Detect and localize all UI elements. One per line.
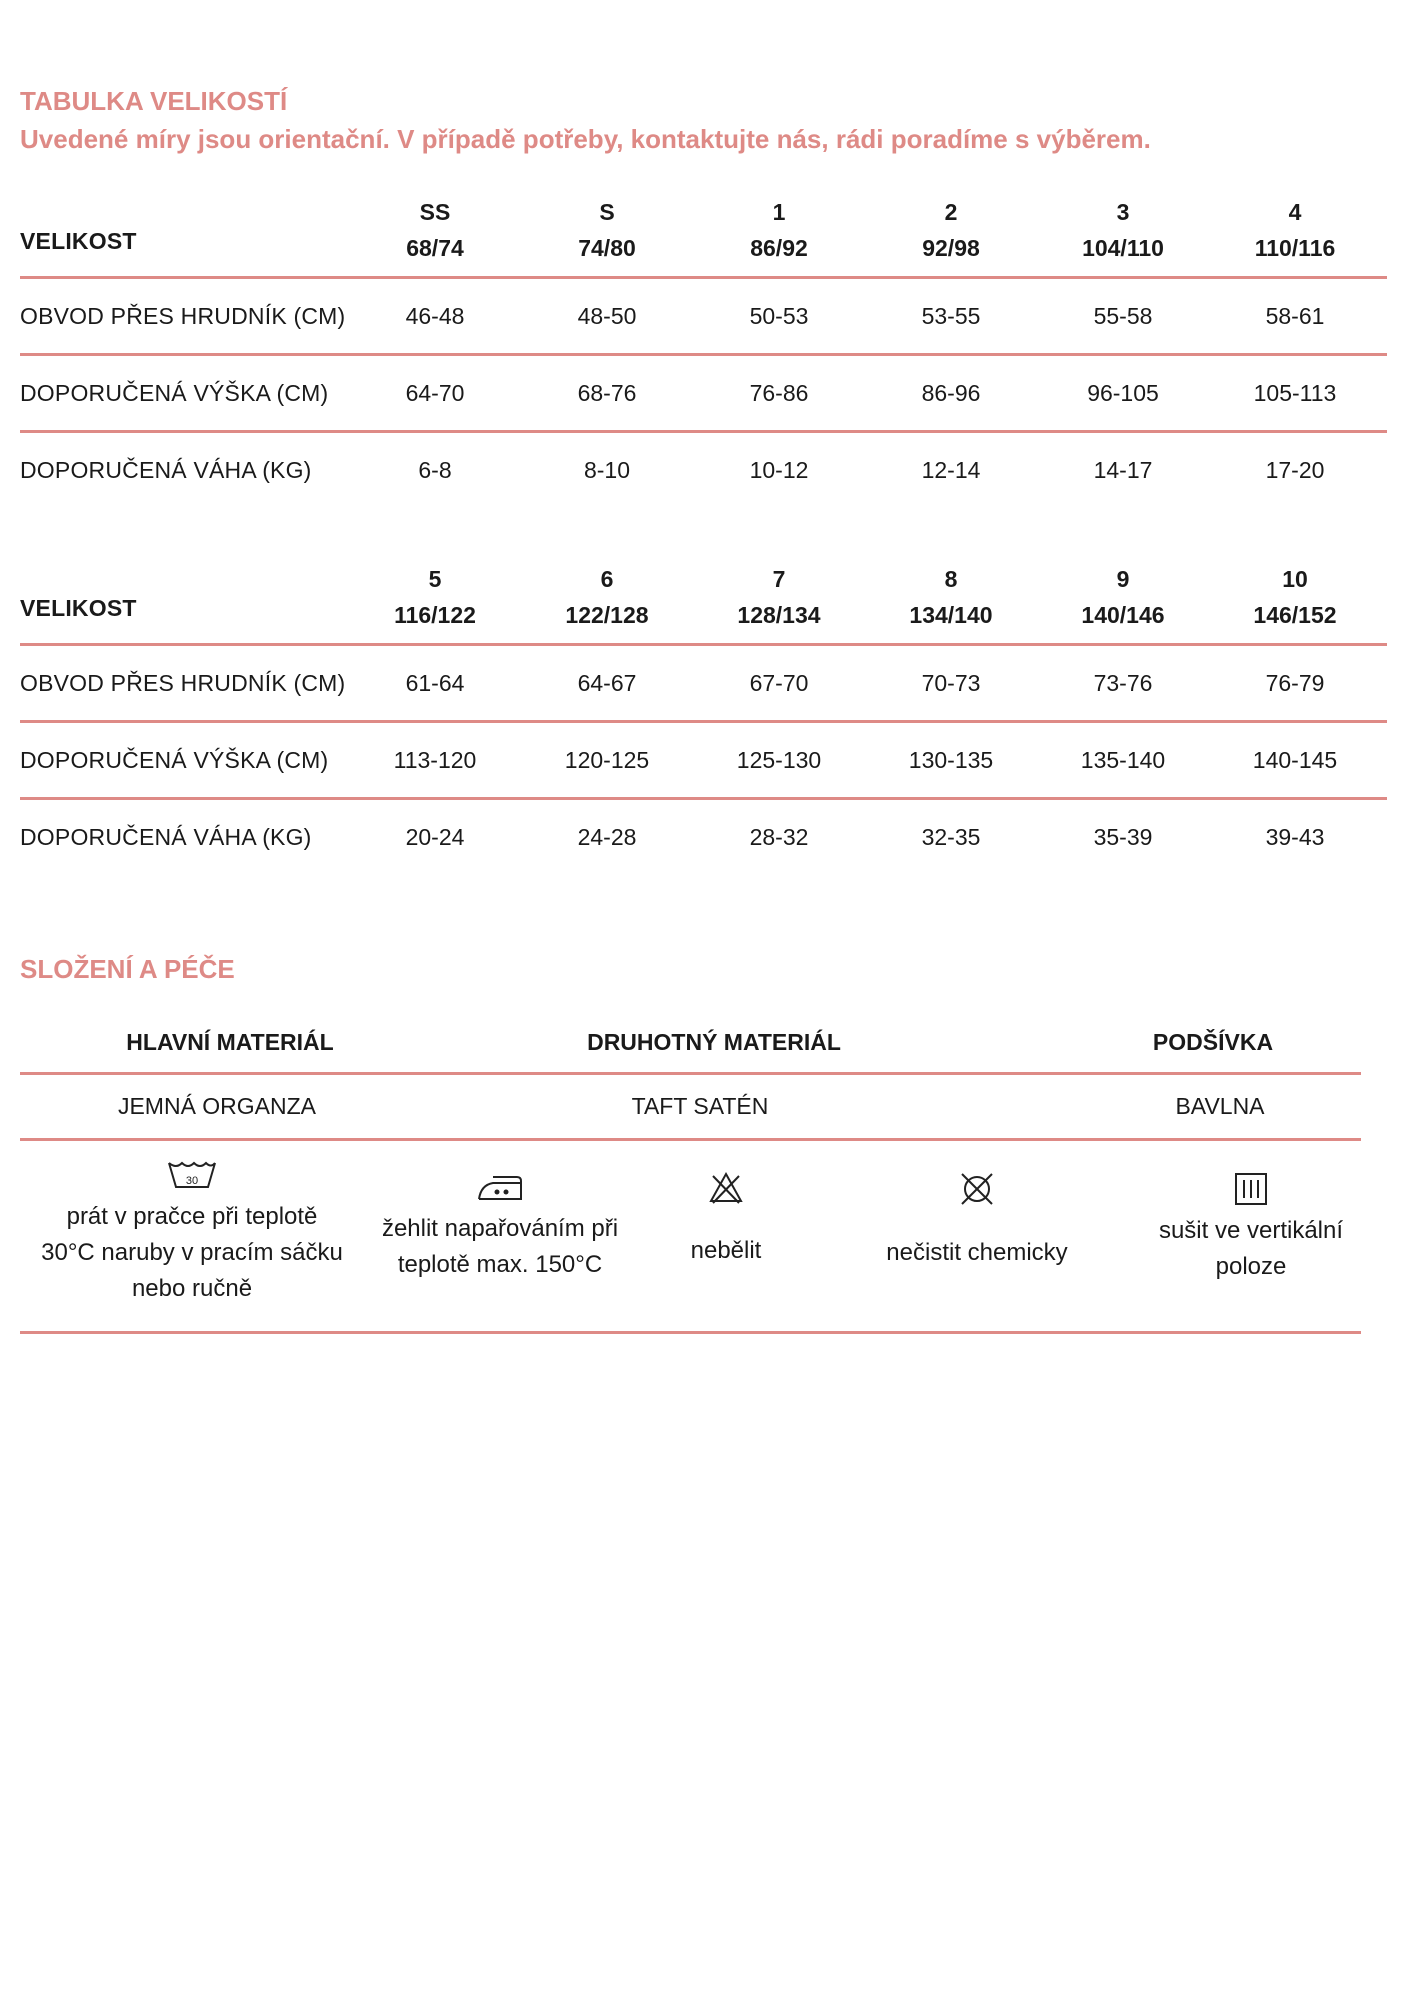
wash-temp-label: 30 xyxy=(185,1175,199,1187)
table-cell: 76-79 xyxy=(1265,669,1325,696)
secondary-material-value: TAFT SATÉN xyxy=(631,1093,769,1119)
size-name: 10 xyxy=(1282,566,1308,592)
size-name: 3 xyxy=(1116,199,1130,225)
table-cell: 50-53 xyxy=(749,302,809,329)
iron-two-dots-icon xyxy=(475,1171,525,1205)
table-cell: 76-86 xyxy=(749,379,809,406)
care-item-wash xyxy=(22,1157,362,1307)
care-text-wash-line-3: nebo ručně xyxy=(131,1275,253,1302)
table-cell: 48-50 xyxy=(577,302,637,329)
size-column-header xyxy=(865,561,1037,633)
table-cell: 67-70 xyxy=(749,669,809,696)
table-cell: 20-24 xyxy=(405,823,465,850)
care-item-dry xyxy=(1081,1171,1414,1285)
care-text-dry-line-1: sušit ve vertikální xyxy=(1158,1217,1344,1244)
materials-table xyxy=(20,1012,1361,1334)
dry-vertical-icon xyxy=(1233,1171,1269,1207)
care-text-iron-line-1: žehlit napařováním při xyxy=(381,1215,619,1242)
wash-30-icon xyxy=(166,1157,218,1193)
size-table-1 xyxy=(20,190,1387,507)
size-column-header xyxy=(1037,561,1209,633)
size-range: 146/152 xyxy=(1253,602,1337,628)
table-row xyxy=(20,433,1387,507)
size-column-header xyxy=(693,194,865,266)
size-name: 9 xyxy=(1116,566,1130,592)
table-cell: 140-145 xyxy=(1252,746,1338,773)
table-cell: 73-76 xyxy=(1093,669,1153,696)
size-name: SS xyxy=(419,199,451,225)
table-row xyxy=(20,723,1387,800)
size-range: 86/92 xyxy=(750,235,808,261)
size-header-row xyxy=(20,557,1387,646)
size-range: 134/140 xyxy=(909,602,993,628)
row-label: DOPORUČENÁ VÝŠKA (CM) xyxy=(20,379,329,406)
size-column-header xyxy=(521,194,693,266)
care-text-wash-line-1: prát v pračce při teplotě xyxy=(66,1203,318,1230)
care-section-title: SLOŽENÍ A PÉČE xyxy=(20,954,235,984)
table-cell: 28-32 xyxy=(749,823,809,850)
size-name: 8 xyxy=(944,566,958,592)
table-cell: 135-140 xyxy=(1080,746,1166,773)
no-dry-clean-icon xyxy=(958,1171,996,1207)
size-range: 92/98 xyxy=(922,235,980,261)
care-text-iron-line-2: teplotě max. 150°C xyxy=(397,1251,603,1278)
table-cell: 64-67 xyxy=(577,669,637,696)
table-cell: 24-28 xyxy=(577,823,637,850)
size-table-2 xyxy=(20,557,1387,874)
size-column-header xyxy=(1209,561,1381,633)
table-row xyxy=(20,279,1387,356)
row-label: OBVOD PŘES HRUDNÍK (CM) xyxy=(20,669,346,696)
size-range: 128/134 xyxy=(737,602,821,628)
table-cell: 10-12 xyxy=(749,456,809,483)
size-name: 1 xyxy=(772,199,786,225)
table-cell: 70-73 xyxy=(921,669,981,696)
table-cell: 120-125 xyxy=(564,746,650,773)
table-cell: 96-105 xyxy=(1087,379,1159,406)
row-label: DOPORUČENÁ VÝŠKA (CM) xyxy=(20,746,329,773)
materials-header-row xyxy=(20,1012,1361,1075)
table-cell: 17-20 xyxy=(1265,456,1325,483)
size-name: 4 xyxy=(1288,199,1302,225)
size-name: 2 xyxy=(944,199,958,225)
table-cell: 61-64 xyxy=(405,669,465,696)
secondary-material-header: DRUHOTNÝ MATERIÁL xyxy=(587,1028,841,1055)
size-range: 104/110 xyxy=(1082,235,1164,261)
size-range: 110/116 xyxy=(1254,235,1336,261)
size-range: 116/122 xyxy=(394,602,476,628)
size-column-header xyxy=(865,194,1037,266)
care-text-dry-line-2: poloze xyxy=(1215,1253,1287,1280)
size-column-header xyxy=(1209,194,1381,266)
size-range: 140/146 xyxy=(1081,602,1165,628)
main-material-header: HLAVNÍ MATERIÁL xyxy=(126,1028,334,1055)
table-cell: 55-58 xyxy=(1093,302,1153,329)
no-bleach-icon xyxy=(708,1171,744,1205)
page-subtitle: Uvedené míry jsou orientační. V případě potřeby, kontaktujte nás, rádi poradíme s výběrem. xyxy=(20,124,1151,154)
care-text-wash-line-2: 30°C naruby v pracím sáčku xyxy=(41,1239,343,1266)
size-column-header xyxy=(693,561,865,633)
table-cell: 64-70 xyxy=(405,379,465,406)
size-range: 68/74 xyxy=(406,235,464,261)
row-label: DOPORUČENÁ VÁHA (KG) xyxy=(20,456,312,483)
care-text-dryclean: nečistit chemicky xyxy=(886,1239,1068,1266)
table-cell: 35-39 xyxy=(1093,823,1153,850)
size-name: 5 xyxy=(428,566,442,592)
size-header-label: VELIKOST xyxy=(20,227,137,254)
materials-value-row xyxy=(20,1075,1361,1141)
care-instructions-row xyxy=(20,1141,1361,1334)
table-row xyxy=(20,356,1387,433)
size-name: 7 xyxy=(772,566,786,592)
table-cell: 58-61 xyxy=(1265,302,1325,329)
row-label: OBVOD PŘES HRUDNÍK (CM) xyxy=(20,302,346,329)
table-row xyxy=(20,800,1387,874)
table-cell: 86-96 xyxy=(921,379,981,406)
table-cell: 32-35 xyxy=(921,823,981,850)
lining-header: PODŠÍVKA xyxy=(1152,1028,1274,1055)
table-cell: 46-48 xyxy=(405,302,465,329)
size-column-header xyxy=(1037,194,1209,266)
table-cell: 12-14 xyxy=(921,456,981,483)
size-name: 6 xyxy=(600,566,614,592)
lining-value: BAVLNA xyxy=(1175,1093,1265,1119)
page-title: TABULKA VELIKOSTÍ xyxy=(20,86,288,116)
care-text-bleach: nebělit xyxy=(690,1237,762,1264)
size-range: 74/80 xyxy=(578,235,636,261)
table-cell: 8-10 xyxy=(583,456,631,483)
table-cell: 113-120 xyxy=(393,746,477,773)
size-header-row xyxy=(20,190,1387,279)
main-material-value: JEMNÁ ORGANZA xyxy=(117,1093,317,1119)
size-name: S xyxy=(599,199,615,225)
size-column-header xyxy=(521,561,693,633)
table-cell: 53-55 xyxy=(921,302,981,329)
size-column-header xyxy=(349,194,521,266)
table-cell: 14-17 xyxy=(1093,456,1153,483)
size-column-header xyxy=(349,561,521,633)
table-cell: 68-76 xyxy=(577,379,637,406)
row-label: DOPORUČENÁ VÁHA (KG) xyxy=(20,823,312,850)
table-cell: 125-130 xyxy=(736,746,822,773)
table-row xyxy=(20,646,1387,723)
size-range: 122/128 xyxy=(565,602,649,628)
size-header-label: VELIKOST xyxy=(20,594,137,621)
table-cell: 39-43 xyxy=(1265,823,1325,850)
table-cell: 105-113 xyxy=(1253,379,1337,406)
table-cell: 6-8 xyxy=(418,456,452,483)
table-cell: 130-135 xyxy=(908,746,994,773)
